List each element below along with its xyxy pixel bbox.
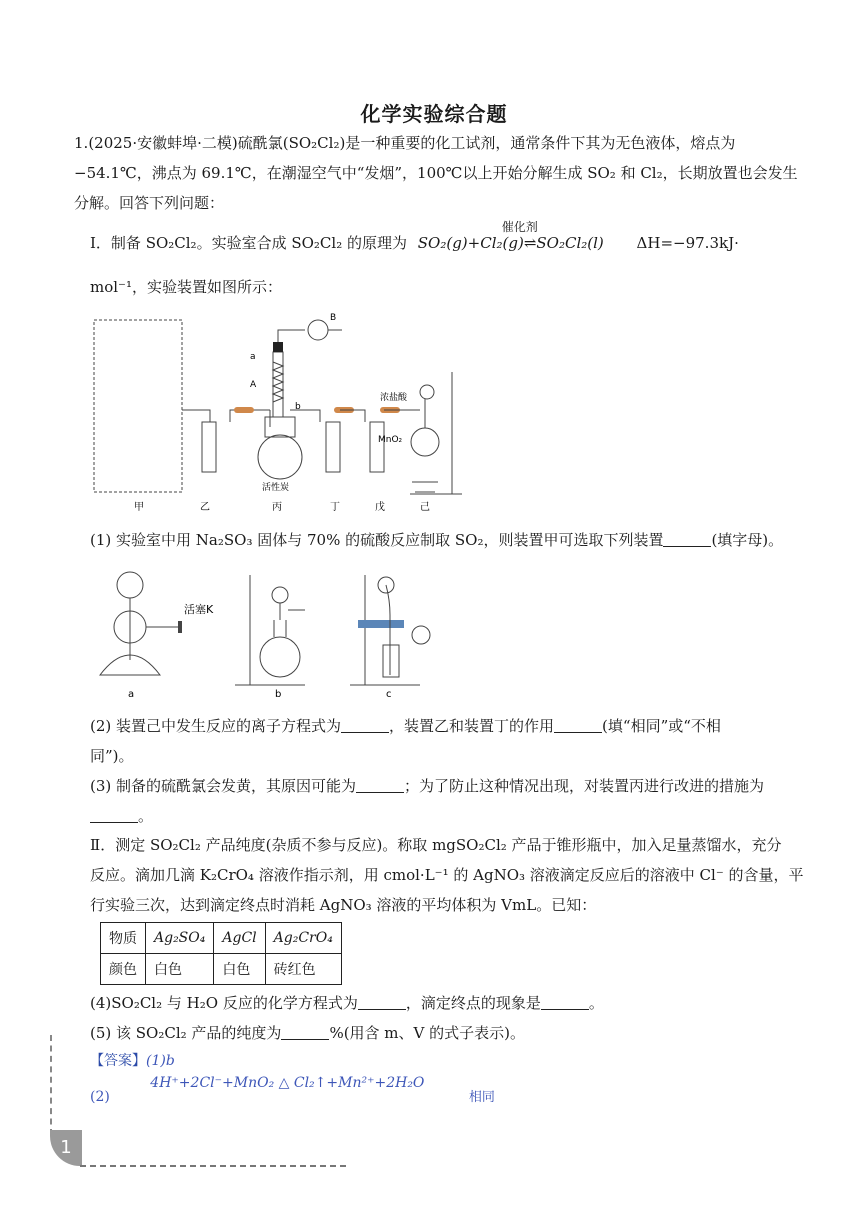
part2-line-2: 反应。滴加几滴 K₂CrO₄ 溶液作指示剂，用 cmol·L⁻¹ 的 AgNO₃ 溶液滴定反应后的溶液中 Cl⁻ 的含量，平 bbox=[90, 866, 804, 884]
label-jia: 甲 bbox=[134, 502, 144, 513]
q3-blank-2 bbox=[90, 806, 138, 823]
question-source: (2025·安徽蚌埠·二模) bbox=[88, 134, 238, 152]
kipp-top-bulb bbox=[117, 572, 143, 598]
bottle-wu bbox=[370, 422, 384, 472]
stand-b bbox=[235, 575, 305, 685]
mark-A: A bbox=[250, 380, 257, 390]
q4-text: (4)SO₂Cl₂ 与 H₂O 反应的化学方程式为 bbox=[90, 994, 358, 1012]
q1-blank bbox=[663, 530, 711, 547]
part1-units: mol⁻¹，实验装置如图所示： bbox=[90, 278, 282, 296]
stopcock-label: 活塞K bbox=[184, 603, 214, 616]
choice-c-label: c bbox=[386, 689, 392, 700]
label-ding: 丁 bbox=[330, 502, 340, 513]
choice-b-label: b bbox=[275, 689, 282, 700]
part1-principle bbox=[90, 220, 804, 258]
funnel-b bbox=[272, 587, 288, 603]
answer-tag: 【答案】 bbox=[90, 1053, 146, 1069]
synthesis-equation-text: SO₂(g)+Cl₂(g)⇌SO₂Cl₂(l) bbox=[417, 234, 604, 252]
q3-text: (3) 制备的硫酰氯会发黄，其原因可能为 bbox=[90, 777, 357, 795]
question-intro bbox=[74, 128, 804, 218]
q5-blank bbox=[281, 1023, 329, 1040]
flask-ji bbox=[411, 428, 439, 456]
q3-blank-1 bbox=[356, 776, 404, 793]
beads-c bbox=[412, 626, 430, 644]
label-ji: 己 bbox=[420, 502, 430, 513]
intro-line-3: 分解。回答下列问题： bbox=[74, 194, 225, 212]
choice-a-label: a bbox=[128, 689, 135, 700]
mark-B: B bbox=[330, 313, 337, 323]
mark-carbon: 活性炭 bbox=[262, 483, 290, 493]
table-row bbox=[101, 923, 342, 954]
label-yi: 乙 bbox=[200, 502, 210, 513]
answer-2-row bbox=[90, 1075, 804, 1113]
q2-blank-2 bbox=[554, 716, 602, 733]
footer-dashed-line bbox=[80, 1165, 346, 1167]
part1-text: Ⅰ．制备 SO₂Cl₂。实验室合成 SO₂Cl₂ 的原理为 bbox=[90, 234, 407, 252]
q4-blank-1 bbox=[358, 993, 406, 1010]
stand-c bbox=[350, 575, 420, 685]
table-cell: Ag₂SO₄ bbox=[146, 923, 214, 954]
table-cell: 砖红色 bbox=[265, 954, 341, 985]
side-dashed-line bbox=[50, 1035, 52, 1135]
mark-a: a bbox=[250, 352, 256, 362]
part2 bbox=[90, 830, 804, 920]
q4-blank-2 bbox=[541, 993, 589, 1010]
table-cell: 颜色 bbox=[101, 954, 146, 985]
catalyst-label: 催化剂 bbox=[501, 220, 538, 234]
table-cell: 物质 bbox=[101, 923, 146, 954]
q2-blank-1 bbox=[341, 716, 389, 733]
q2-mid: ，装置乙和装置丁的作用 bbox=[389, 717, 555, 735]
q1-text: (1) 实验室中用 Na₂SO₃ 固体与 70% 的硫酸反应制取 SO₂，则装置甲可选取下列装置 bbox=[90, 531, 664, 549]
bottle-ding bbox=[326, 422, 340, 472]
flask-bing bbox=[258, 435, 302, 479]
part2-line-1: Ⅱ．测定 SO₂Cl₂ 产品纯度(杂质不参与反应)。称取 mgSO₂Cl₂ 产品于锥形瓶中，加入足量蒸馏水，充分 bbox=[90, 836, 782, 854]
drying-tube-b bbox=[308, 320, 328, 340]
part2-line-3: 行实验三次，达到滴定终点时消耗 AgNO₃ 溶液的平均体积为 VmL。已知： bbox=[90, 896, 597, 914]
q4-mid: ，滴定终点的现象是 bbox=[405, 994, 541, 1012]
q5-tail: %(用含 m、V 的式子表示)。 bbox=[329, 1024, 525, 1042]
table-row bbox=[101, 954, 342, 985]
label-wu: 戊 bbox=[375, 502, 385, 513]
mark-hcl: 浓盐酸 bbox=[380, 393, 408, 403]
intro-line-1: 硫酰氯(SO₂Cl₂)是一种重要的化工试剂，通常条件下其为无色液体，熔点为 bbox=[237, 134, 736, 152]
label-bing: 丙 bbox=[272, 502, 282, 513]
answer-block bbox=[90, 1046, 804, 1076]
box-jia bbox=[94, 320, 182, 492]
table-cell: 白色 bbox=[146, 954, 214, 985]
page-title: 化学实验综合题 bbox=[360, 102, 508, 126]
tube-c bbox=[383, 645, 399, 677]
q4 bbox=[90, 988, 804, 1018]
mark-b: b bbox=[295, 402, 301, 412]
rubber-joint-1 bbox=[234, 407, 254, 413]
q2-tail: (填“相同”或“不相 bbox=[602, 717, 721, 735]
table-cell: 白色 bbox=[214, 954, 265, 985]
q2-line-2: 同”)。 bbox=[90, 747, 134, 765]
q5-text: (5) 该 SO₂Cl₂ 产品的纯度为 bbox=[90, 1024, 282, 1042]
q3-mid: ；为了防止这种情况出现，对装置丙进行改进的措施为 bbox=[404, 777, 765, 795]
q1 bbox=[90, 525, 804, 555]
q5 bbox=[90, 1018, 804, 1048]
table-cell: AgCl bbox=[214, 923, 265, 954]
clamp-c bbox=[358, 620, 404, 628]
enthalpy-text: ΔH=−97.3kJ· bbox=[636, 234, 739, 252]
answer-2-number: (2) bbox=[90, 1089, 110, 1105]
answer-1: (1)b bbox=[146, 1053, 175, 1069]
answer-2-same: 相同 bbox=[468, 1090, 495, 1105]
apparatus-diagram bbox=[90, 312, 470, 517]
mark-mno2: MnO₂ bbox=[378, 435, 403, 445]
q3-end: 。 bbox=[138, 807, 154, 825]
question-number: 1. bbox=[74, 134, 89, 152]
choice-apparatus bbox=[90, 565, 450, 705]
q1-tail: (填字母)。 bbox=[711, 531, 784, 549]
answer-2-equation: 4H⁺+2Cl⁻+MnO₂ △ Cl₂↑+Mn²⁺+2H₂O bbox=[150, 1075, 425, 1091]
page-number: 1 bbox=[50, 1130, 82, 1166]
q3 bbox=[90, 771, 804, 831]
q2-text: (2) 装置己中发生反应的离子方程式为 bbox=[90, 717, 342, 735]
q2 bbox=[90, 711, 804, 771]
q4-end: 。 bbox=[588, 994, 604, 1012]
flask-b bbox=[260, 637, 300, 677]
synthesis-equation bbox=[417, 220, 604, 258]
table-cell: Ag₂CrO₄ bbox=[265, 923, 341, 954]
intro-line-2: −54.1℃，沸点为 69.1℃，在潮湿空气中“发烟”，100℃以上开始分解生成 SO₂ 和 Cl₂，长期放置也会发生 bbox=[74, 164, 798, 182]
funnel bbox=[420, 385, 434, 399]
color-table bbox=[100, 922, 342, 985]
bottle-yi bbox=[202, 422, 216, 472]
